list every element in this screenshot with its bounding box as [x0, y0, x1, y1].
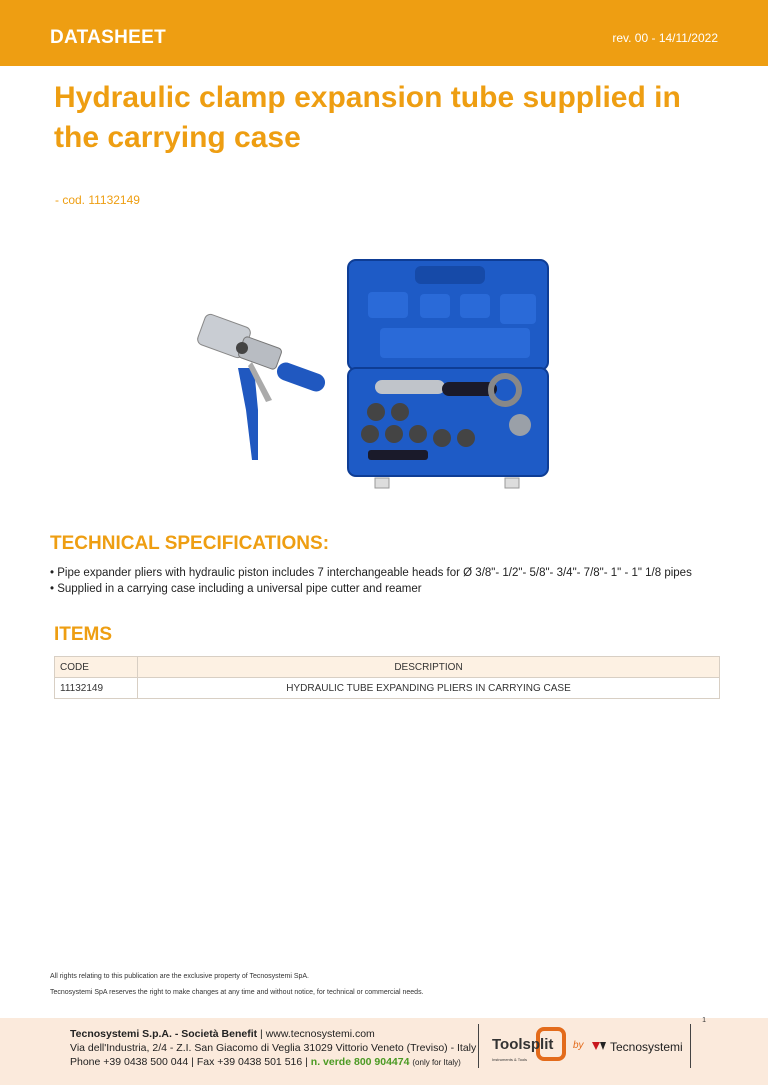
footer-divider: [690, 1024, 691, 1068]
svg-text:Instruments & Tools: Instruments & Tools: [492, 1057, 528, 1062]
company-address: Via dell'Industria, 2/4 - Z.I. San Giacomo di Veglia 31029 Vittorio Veneto (Treviso) - Italy: [70, 1042, 477, 1054]
header-bar: [0, 0, 768, 66]
footer-divider: [478, 1024, 479, 1068]
specs-list: [50, 565, 720, 597]
table-row: [55, 678, 720, 699]
legal-notice-changes: Tecnosystemi SpA reserves the right to make changes at any time and without notice, for technical or commercial needs.: [50, 989, 424, 996]
column-header-code: CODE: [55, 657, 138, 678]
datasheet-label: DATASHEET: [50, 27, 166, 48]
tecnosystemi-logo: [590, 1036, 685, 1058]
items-heading: ITEMS: [54, 624, 113, 645]
company-name: Tecnosystemi S.p.A. - Società Benefit: [70, 1028, 258, 1040]
website-link[interactable]: www.tecnosystemi.com: [265, 1028, 375, 1040]
carrying-case-illustration: [348, 260, 548, 488]
product-code: - cod. 11132149: [55, 193, 140, 207]
spec-bullet: • Supplied in a carrying case including a universal pipe cutter and reamer: [50, 583, 422, 595]
item-description-cell: HYDRAULIC TUBE EXPANDING PLIERS IN CARRYING CASE: [138, 678, 720, 699]
by-label: by: [573, 1040, 584, 1051]
specs-heading: TECHNICAL SPECIFICATIONS:: [50, 533, 330, 554]
product-title: Hydraulic clamp expansion tube supplied in the carrying case: [54, 81, 681, 154]
spec-bullet: • Pipe expander pliers with hydraulic piston includes 7 interchangeable heads for Ø 3/8"- 1/2"- 5/8"- 3/4"- 7/8"- 1" - 1" 1/8 pipes: [50, 567, 692, 579]
toll-free-note: (only for Italy): [412, 1058, 461, 1067]
revision-label: rev. 00 - 14/11/2022: [612, 31, 718, 45]
legal-notice-rights: All rights relating to this publication are the exclusive property of Tecnosystemi SpA.: [50, 973, 309, 980]
footer-address-block: Tecnosystemi S.p.A. - Società Benefit | www.tecnosystemi.com Via dell'Industria, 2/4 - Z.I. San Giacomo di Veglia 31029 Vittorio Veneto (Treviso) - Italy Phone +39 0438 500 044 | Fax +39 0438 501 516 | n. verde 800 904474 (only for Italy): [70, 1028, 477, 1068]
hydraulic-plier-illustration: [196, 313, 328, 460]
toll-free-number: n. verde 800 904474: [310, 1056, 410, 1068]
item-code-cell: 11132149: [55, 678, 138, 699]
svg-text:Toolsplit: Toolsplit: [492, 1036, 554, 1053]
items-table: [54, 656, 720, 699]
fax-number: Fax +39 0438 501 516: [196, 1056, 303, 1068]
page-number: 1: [702, 1017, 706, 1024]
svg-text:Tecnosystemi: Tecnosystemi: [610, 1040, 683, 1054]
column-header-description: DESCRIPTION: [138, 657, 720, 678]
toolsplit-logo: [490, 1025, 570, 1067]
phone-number: Phone +39 0438 500 044: [70, 1056, 189, 1068]
table-header-row: [55, 657, 720, 678]
product-image: [180, 250, 600, 500]
